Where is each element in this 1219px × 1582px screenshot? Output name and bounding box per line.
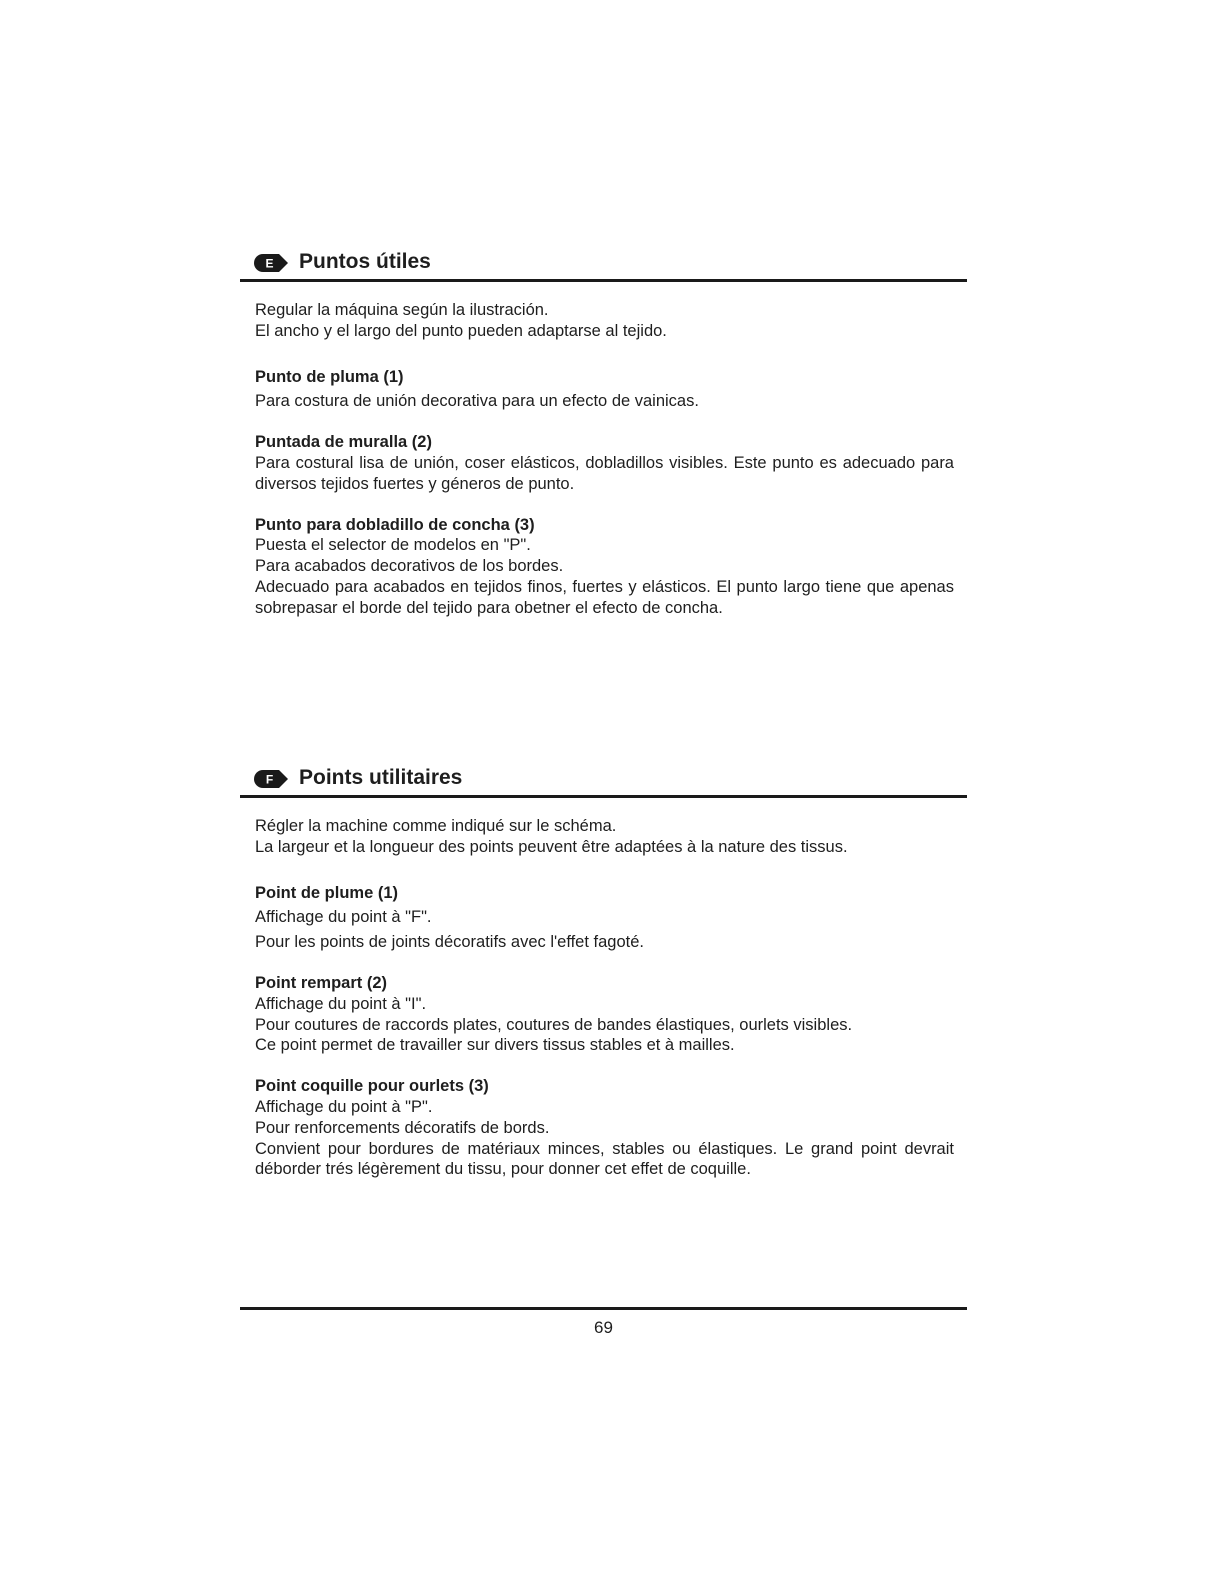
section-header — [240, 765, 967, 798]
stitch-description: Para costura de unión decorativa para un efecto de vainicas. — [255, 392, 699, 411]
stitch-description: Adecuado para acabados en tejidos finos, fuertes y elásticos. El punto largo tiene que apenas sobrepasar el borde del tejido para obetner el efecto de concha. — [255, 577, 954, 617]
svg-text:E: E — [265, 256, 274, 271]
stitch-description: Para costural lisa de unión, coser elásticos, dobladillos visibles. Este punto es adecuado para diversos tejidos fuertes y géneros de punto. — [255, 453, 954, 493]
stitch-description: Para acabados decorativos de los bordes. — [255, 557, 564, 576]
stitch-heading: Punto para dobladillo de concha (3) — [255, 515, 535, 534]
stitch-heading: Point rempart (2) — [255, 973, 388, 992]
stitch-description: Pour les points de joints décoratifs avec l'effet fagoté. — [255, 933, 644, 952]
page-number: 69 — [594, 1318, 613, 1337]
stitch-description: Pour coutures de raccords plates, coutures de bandes élastiques, ourlets visibles. — [255, 1015, 853, 1034]
svg-text:F: F — [265, 772, 274, 787]
language-badge-f-icon — [254, 770, 288, 788]
language-badge-e-icon — [254, 254, 288, 272]
stitch-description: Pour renforcements décoratifs de bords. — [255, 1118, 550, 1137]
section-title: Puntos útiles — [299, 250, 431, 273]
intro-line: La largeur et la longueur des points peuvent être adaptées à la nature des tissus. — [255, 837, 848, 856]
stitch-heading: Puntada de muralla (2) — [255, 433, 432, 452]
section-french — [240, 765, 967, 1179]
section-header — [240, 249, 967, 282]
stitch-description: Puesta el selector de modelos en "P". — [255, 536, 531, 555]
stitch-description: Ce point permet de travailler sur divers tissus stables et à mailles. — [255, 1036, 735, 1055]
intro-line: El ancho y el largo del punto pueden adaptarse al tejido. — [255, 321, 667, 340]
section-body — [255, 816, 954, 1180]
stitch-description: Affichage du point à "I". — [255, 994, 427, 1013]
stitch-description: Affichage du point à "F". — [255, 908, 432, 927]
footer-divider — [240, 1307, 967, 1310]
section-title: Points utilitaires — [299, 766, 463, 789]
section-spanish — [240, 249, 967, 617]
intro-line: Regular la máquina según la ilustración. — [255, 301, 549, 319]
stitch-description: Convient pour bordures de matériaux minces, stables ou élastiques. Le grand point devrait déborder trés légèrement du tissu, pour donner cet effet de coquille. — [255, 1139, 954, 1179]
stitch-heading: Point de plume (1) — [255, 883, 399, 902]
stitch-heading: Punto de pluma (1) — [255, 367, 404, 386]
intro-line: Régler la machine comme indiqué sur le schéma. — [255, 817, 617, 835]
section-body — [255, 300, 954, 619]
stitch-description: Affichage du point à "P". — [255, 1097, 433, 1116]
stitch-heading: Point coquille pour ourlets (3) — [255, 1077, 489, 1096]
